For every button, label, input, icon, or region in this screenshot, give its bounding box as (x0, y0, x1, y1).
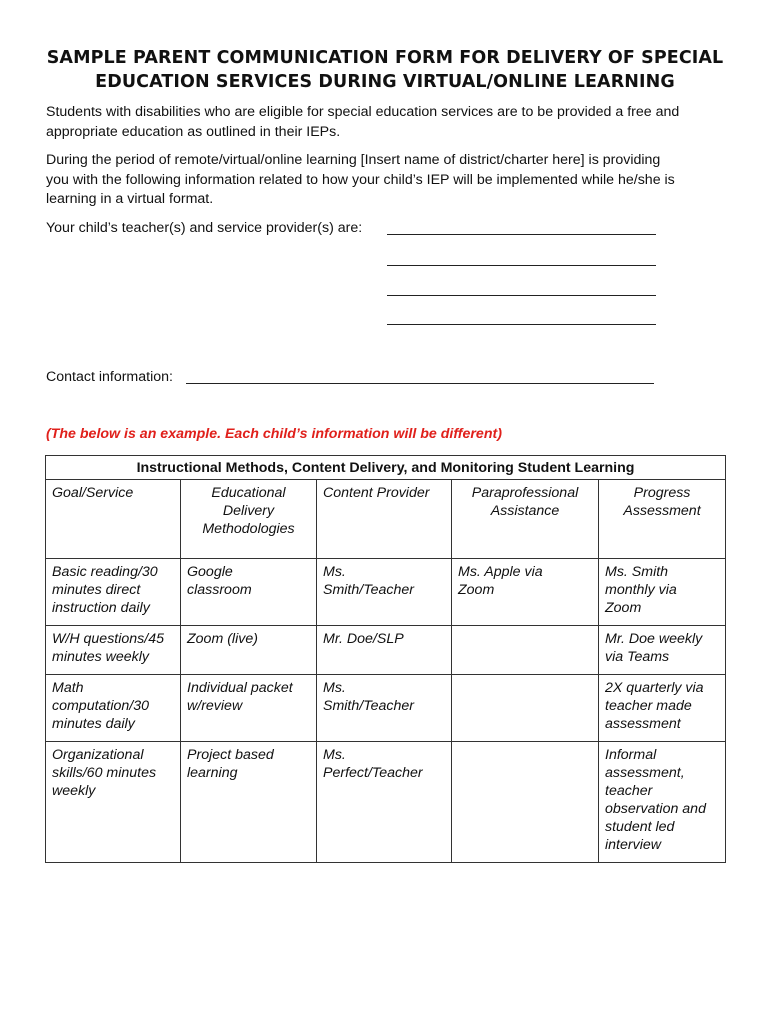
column-header-line: Educational (211, 485, 286, 501)
cell-line: monthly via (605, 582, 677, 598)
table-cell (46, 626, 181, 675)
teacher-blank-line-4[interactable] (387, 324, 656, 325)
cell-line: teacher (605, 783, 653, 799)
cell-line: learning (187, 765, 238, 781)
table-cell (46, 675, 181, 742)
teacher-blank-line-1[interactable] (387, 234, 656, 235)
table-cell (317, 675, 452, 742)
example-note: (The below is an example. Each child’s information will be different) (46, 426, 502, 442)
table-caption-row (46, 456, 726, 480)
teacher-blank-line-2[interactable] (387, 265, 656, 266)
teachers-label: Your child’s teacher(s) and service provider(s) are: (46, 220, 363, 236)
table-row (46, 626, 726, 675)
table-cell (317, 742, 452, 863)
column-header-4 (452, 480, 599, 559)
table-row (46, 675, 726, 742)
table-row (46, 559, 726, 626)
form-title (30, 46, 740, 94)
cell-line: interview (605, 837, 661, 853)
cell-line: Perfect/Teacher (323, 765, 423, 781)
column-header-line: Paraprofessional (471, 485, 579, 501)
cell-line: Individual packet (187, 680, 293, 696)
table-body (46, 559, 726, 863)
table-cell (452, 675, 599, 742)
cell-line: minutes weekly (52, 649, 149, 665)
cell-line: minutes daily (52, 716, 135, 732)
intro-paragraph (46, 103, 736, 142)
cell-line: Mr. Doe/SLP (323, 631, 404, 647)
cell-line: via Teams (605, 649, 670, 665)
cell-line: Ms. (323, 564, 346, 580)
cell-line: Informal (605, 747, 657, 763)
table-cell (181, 742, 317, 863)
cell-line: observation and (605, 801, 706, 817)
table-cell (317, 559, 452, 626)
cell-line: Google (187, 564, 233, 580)
table-cell (452, 559, 599, 626)
intro-line-1: Students with disabilities who are eligible for special education services are to be provided a free and (46, 104, 680, 120)
table-cell (181, 559, 317, 626)
column-header-line: Goal/Service (52, 485, 134, 501)
column-header-2 (181, 480, 317, 559)
cell-line: Zoom (458, 582, 495, 598)
period-paragraph (46, 151, 736, 210)
cell-line: computation/30 (52, 698, 150, 714)
table-cell (46, 742, 181, 863)
column-header-line: Progress (633, 485, 691, 501)
cell-line: Organizational (52, 747, 144, 763)
cell-line: assessment (605, 716, 681, 732)
teacher-blank-line-3[interactable] (387, 295, 656, 296)
cell-line: Ms. (323, 747, 346, 763)
cell-line: Zoom (live) (187, 631, 258, 647)
cell-line: Basic reading/30 (52, 564, 158, 580)
cell-line: Ms. (323, 680, 346, 696)
cell-line: Zoom (605, 600, 642, 616)
contact-blank-line[interactable] (186, 383, 654, 384)
table-cell (452, 742, 599, 863)
cell-line: w/review (187, 698, 243, 714)
column-header-line: Content Provider (323, 485, 430, 501)
form-title-line-1: SAMPLE PARENT COMMUNICATION FORM FOR DELIVERY OF SPECIAL (46, 48, 724, 68)
cell-line: Math (52, 680, 84, 696)
cell-line: Mr. Doe weekly (605, 631, 703, 647)
period-line-1: During the period of remote/virtual/online learning [Insert name of district/charter here] is providing (46, 152, 661, 168)
column-header-5 (599, 480, 726, 559)
cell-line: assessment, (605, 765, 685, 781)
cell-line: Smith/Teacher (323, 698, 414, 714)
cell-line: instruction daily (52, 600, 150, 616)
cell-line: Ms. Smith (605, 564, 669, 580)
table-cell (181, 675, 317, 742)
table-row (46, 742, 726, 863)
period-line-2: you with the following information related to how your child’s IEP will be implemented while he/she is (46, 171, 675, 188)
cell-line: 2X quarterly via (605, 680, 704, 696)
table-cell (599, 675, 726, 742)
table-header-row (46, 480, 726, 559)
contact-label: Contact information: (46, 369, 173, 385)
table-cell (452, 626, 599, 675)
column-header-line: Delivery (222, 503, 275, 519)
table-cell (599, 742, 726, 863)
table-caption: Instructional Methods, Content Delivery, and Monitoring Student Learning (46, 456, 726, 480)
column-header-line: Assistance (490, 503, 560, 519)
table-cell (599, 626, 726, 675)
column-header-line: Methodologies (202, 521, 295, 537)
cell-line: weekly (52, 783, 96, 799)
cell-line: student led (605, 819, 675, 835)
cell-line: Project based (187, 747, 274, 763)
table-cell (181, 626, 317, 675)
cell-line: Smith/Teacher (323, 582, 414, 598)
table-cell (317, 626, 452, 675)
intro-line-2: appropriate education as outlined in their IEPs. (46, 123, 341, 140)
period-line-3: learning in a virtual format. (46, 191, 214, 207)
form-title-line-2: EDUCATION SERVICES DURING VIRTUAL/ONLINE LEARNING (95, 72, 675, 92)
table-cell (599, 559, 726, 626)
column-header-line: Assessment (623, 503, 701, 519)
services-table (45, 455, 726, 863)
cell-line: W/H questions/45 (52, 631, 164, 647)
cell-line: classroom (187, 582, 252, 598)
cell-line: Ms. Apple via (458, 564, 543, 580)
cell-line: skills/60 minutes (52, 765, 157, 781)
column-header-1 (46, 480, 181, 559)
cell-line: minutes direct (52, 582, 141, 598)
cell-line: teacher made (605, 698, 692, 714)
column-header-3 (317, 480, 452, 559)
table-cell (46, 559, 181, 626)
